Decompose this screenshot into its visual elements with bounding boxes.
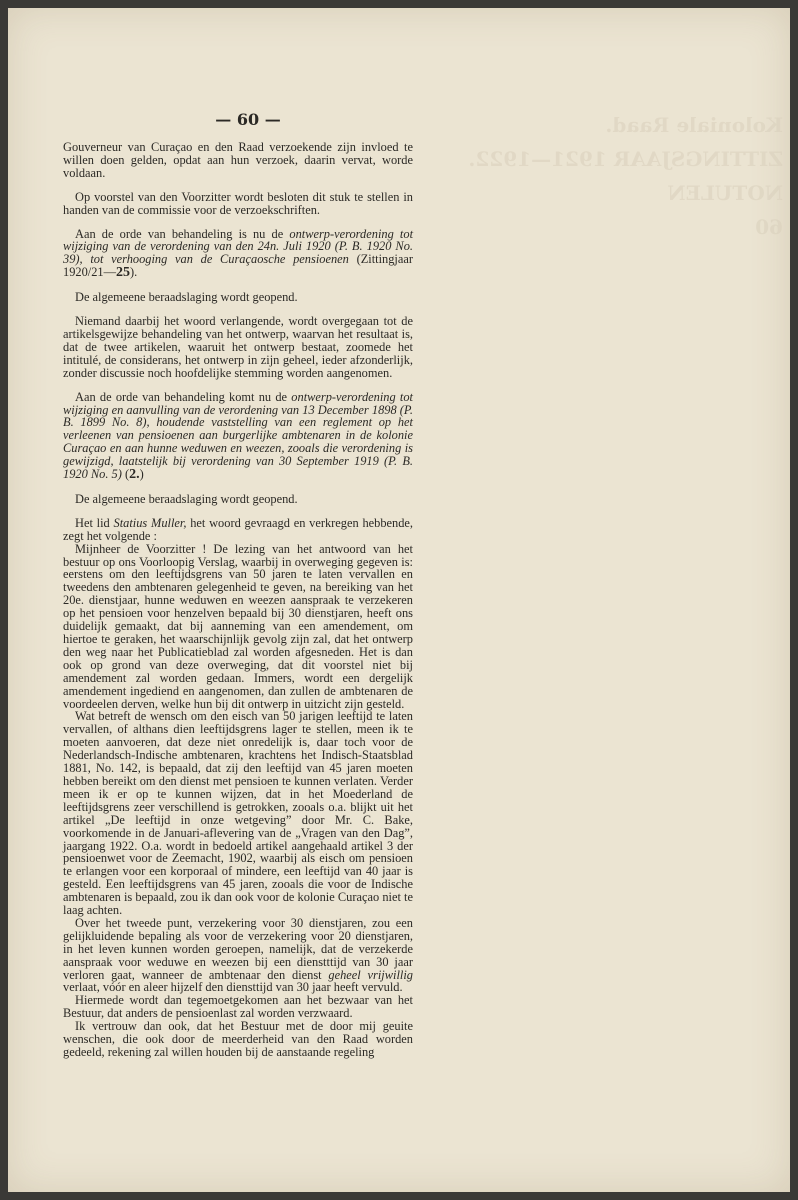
paragraph: [63, 917, 413, 994]
bleed-line: 60: [755, 215, 783, 239]
paragraph-text: Aan de orde van behandeling is nu de: [75, 226, 290, 241]
paragraph: Ik vertrouw dan ook, dat het Bestuur met de door mij geuite wenschen, die ook door de meerderheid van den Raad worden gedeeld, rekening zal willen houden bij de aanstaande regeling: [63, 1019, 413, 1059]
paragraph: Op voorstel van den Voorzitter wordt besloten dit stuk te stellen in handen van de commissie voor de verzoekschriften.: [63, 189, 413, 217]
document-page: [8, 8, 790, 1192]
bleed-line: ZITTINGSJAAR 1921—1922.: [468, 147, 783, 171]
doc-number: 2.: [129, 467, 140, 483]
bleed-line: NOTULEN: [667, 181, 783, 205]
paragraph: De algemeene beraadslaging wordt geopend.: [75, 290, 298, 305]
paragraph: [63, 391, 413, 482]
paragraph-text: Aan de orde van behandeling komt nu de: [75, 389, 292, 404]
paragraph-text: Over het tweede punt, verzekering voor 30 dienstjaren, zou een gelijkluidende bepaling als voor de verzekering voor 20 dienstjaren, in het leven kunnen worden geroepen, namelijk, dat de verzekerde aanspraak voor weduwe en weezen bij een dienstttijd van 30 jaar verloren gaat, wanneer de ambtenaar den dienst: [63, 915, 413, 982]
paragraph: [63, 228, 413, 281]
paragraph: Niemand daarbij het woord verlangende, wordt overgegaan tot de artikelsgewijze behandeling van het ontwerp, waarvan het resultaat is, dat de twee artikelen, waaruit het ontwerp bestaat, zoomede het intitulé, de considerans, het ontwerp in zijn geheel, ieder afzonderlijk, zonder discussie noch hoofdelijke stemming worden aangenomen.: [63, 314, 413, 380]
paragraph: Hiermede wordt dan tegemoetgekomen aan het bezwaar van het Bestuur, dat anders de pensioenlast zal worden verzwaard.: [63, 993, 413, 1021]
paragraph: Mijnheer de Voorzitter ! De lezing van het antwoord van het bestuur op ons Voorloopig Verslag, waarbij in overweging gegeven is: eerstens om den leeftijdsgrens van 50 jaren te laten vervallen en tweedens den ambtenaren gelegenheid te geven, na bereiking van het 20e. dienstjaar, hunne weduwen en weezen aanspraak te verzekeren op het pensioen voor henzelven bepaald bij 30 dienstjaren, heeft ons duidelijk gemaakt, dat bij aanneming van een amendement, om hiertoe te geraken, het waarschijnlijk gevolg zijn zal, dat het ontwerp den weg naar het Publicatieblad zal worden afgesneden. Het is dan ook op grond van deze overweging, dat dit voorstel niet bij amendement zal worden gedaan. Immers, wordt een dergelijk amendement ingediend en aangenomen, dan zullen de ambtenaren de voordeelen derven, welke hun bij dit ontwerp in uitzicht zijn gesteld.: [63, 541, 413, 711]
paragraph-text: verlaat, vóór en aleer hijzelf den diensttijd van 30 jaar heeft vervuld.: [63, 980, 403, 995]
text-column: [63, 141, 413, 1059]
paragraph-italic: ontwerp-verordening tot wijziging en aanvulling van de verordening van 13 December 1898 (P. B. 1899 No. 8), houdende vaststelling van een reglement op het verleenen van pensioenen aan burgerlijke ambtenaren in de kolonie Curaçao en aan hunne weduwen en weezen, zooals die verordening is gewijzigd, laatstelijk bij verordening van 30 September 1919 (P. B. 1920 No. 5): [63, 389, 414, 482]
paragraph-text: Het lid: [75, 515, 114, 530]
bleed-through-text: [463, 108, 783, 244]
paragraph-text: (: [121, 467, 130, 482]
paragraph-text: ): [139, 467, 144, 482]
paragraph-text: ).: [130, 265, 138, 280]
paragraph: Gouverneur van Curaçao en den Raad verzoekende zijn invloed te willen doen gelden, opdat aan hun verzoek, daarin vervat, worde voldaan.: [63, 140, 413, 180]
paragraph: [63, 517, 413, 543]
page-number: — 60 —: [215, 110, 281, 129]
bleed-line: Koloniale Raad.: [605, 113, 783, 137]
paragraph-text: (Zittingjaar 1920/21—: [63, 252, 413, 280]
paragraph-text: het woord gevraagd en verkregen hebbende, zegt het volgende :: [63, 515, 414, 543]
doc-number: 25: [116, 265, 131, 281]
paragraph: De algemeene beraadslaging wordt geopend.: [75, 491, 298, 506]
paragraph-italic: geheel vrijwillig: [328, 967, 413, 982]
paragraph: Wat betreft de wensch om den eisch van 50 jarigen leeftijd te laten vervallen, of althans dien leeftijdsgrens lager te stellen, meen ik te moeten aanvoeren, dat deze niet onredelijk is, daar toch voor de Nederlandsch-Indische ambtenaren, krachtens het Indisch-Staatsblad 1881, No. 142, is bepaald, dat zij den leeftijd van 45 jaren moeten hebben bereikt om den dienst met pensioen te kunnen verlaten. Verder meen ik er op te kunnen wijzen, dat in het Moederland de leeftijdsgrens zeer verschillend is getrokken, zooals o.a. blijkt uit het artikel „De leeftijd in onze wetgeving” door Mr. C. Bake, voorkomende in de Januari-aflevering van de „Vragen van den Dag”, jaargang 1922. O.a. wordt in bedoeld artikel aangehaald artikel 3 der pensioenwet voor de Zeemacht, 1902, waarbij als eisch om pensioen te erlangen voor een korporaal of mindere, een leeftijd van 40 jaar is gesteld. Een leeftijdsgrens van 45 jaren, zooals die voor de Indische ambtenaren is bepaald, zou ik dan ook voor de kolonie Curaçao niet te laag achten.: [63, 709, 413, 918]
paragraph-italic: ontwerp-verordening tot wijziging van de verordening van den 24n. Juli 1920 (P. B. 1920 No. 39), tot verhooging van de Curaçaosche pensioenen: [63, 226, 414, 267]
speaker-name: Statius Muller,: [113, 515, 187, 530]
